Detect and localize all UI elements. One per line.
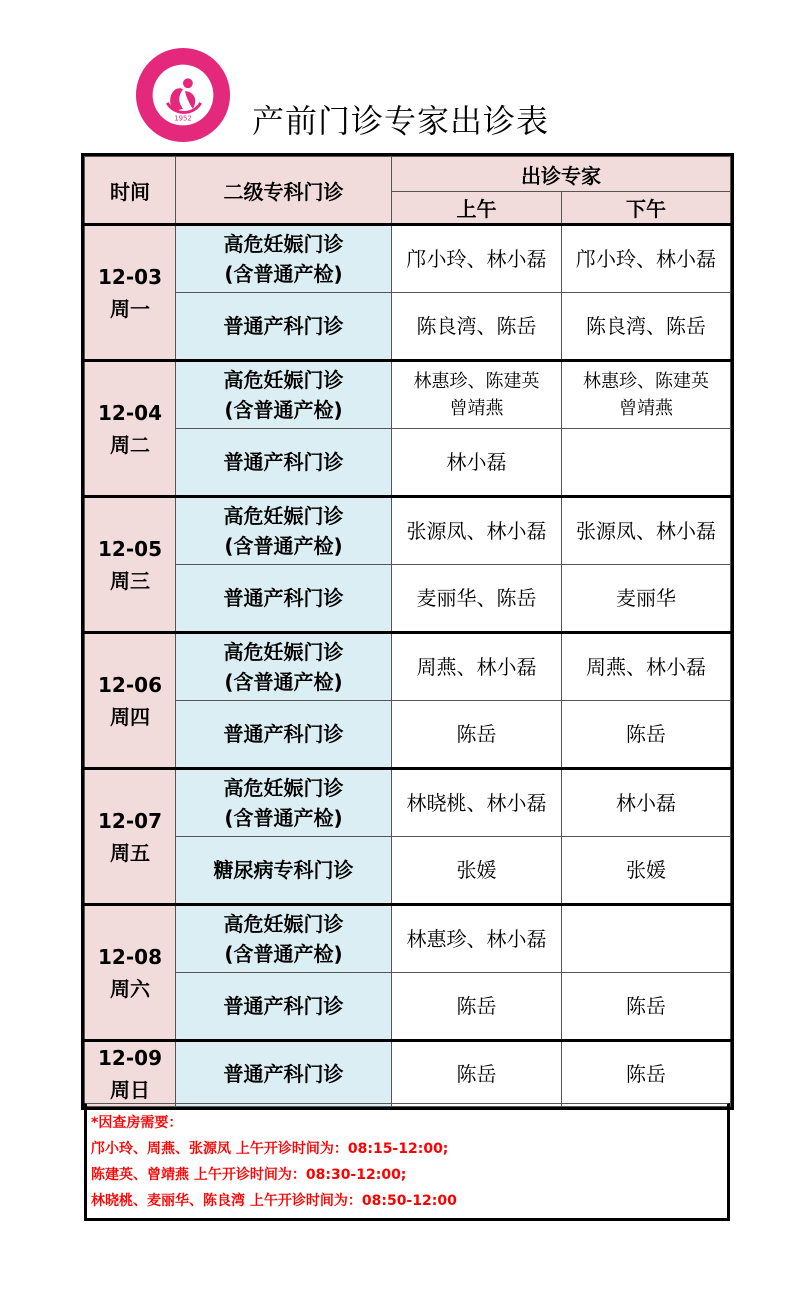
date-text: 12-07: [98, 808, 162, 833]
table-row: [85, 769, 731, 837]
doctor-cell-am: [392, 293, 562, 361]
table-row: [85, 565, 731, 633]
notes-line: 林晓桃、麦丽华、陈良湾 上午开诊时间为：08:50-12:00: [91, 1193, 457, 1209]
doctor-cell-pm: [562, 837, 731, 905]
weekday-text: 周六: [110, 976, 150, 1001]
header-dept: 二级专科门诊: [176, 157, 392, 225]
doctor-names: 张媛: [626, 858, 666, 882]
doctor-names: 陈岳: [456, 1062, 497, 1086]
doctor-names: 林惠珍、林小磊: [406, 927, 547, 951]
date-cell: [85, 769, 176, 905]
date-cell: [85, 1041, 176, 1107]
doctor-names: 林小磊: [616, 791, 676, 815]
header-time: 时间: [85, 157, 176, 225]
dept-cell: [176, 361, 392, 429]
weekday-text: 周二: [110, 432, 150, 457]
doctor-cell-am: [392, 973, 562, 1041]
dept-cell: [176, 225, 392, 293]
doctor-cell-pm: [562, 701, 731, 769]
doctor-cell-pm: [562, 497, 731, 565]
doctor-cell-am: [392, 905, 562, 973]
dept-subtitle: (含普通产检): [224, 670, 343, 694]
dept-cell: [176, 293, 392, 361]
weekday-text: 周三: [110, 568, 150, 593]
notes-box: [84, 1103, 730, 1221]
doctor-names: 麦丽华: [616, 586, 676, 610]
doctor-names: 麦丽华、陈岳: [416, 586, 537, 610]
schedule-table: [84, 156, 731, 1107]
date-cell: [85, 361, 176, 497]
dept-cell: [176, 1041, 392, 1107]
doctor-names: 张源凤、林小磊: [406, 519, 547, 543]
date-text: 12-09: [98, 1046, 162, 1070]
doctor-cell-pm: [562, 293, 731, 361]
date-text: 12-03: [98, 264, 162, 289]
dept-name: 高危妊娠门诊: [223, 504, 344, 528]
dept-cell: [176, 565, 392, 633]
doctor-names: 陈岳: [626, 994, 666, 1018]
doctor-cell-am: [392, 701, 562, 769]
notes-line: *因查房需要：: [91, 1115, 183, 1131]
dept-cell: [176, 429, 392, 497]
table-row: [85, 429, 731, 497]
doctor-names: 陈岳: [456, 994, 497, 1018]
logo-year: 1952: [174, 114, 192, 123]
table-row: [85, 973, 731, 1041]
doctor-names-line2: 曾靖燕: [449, 398, 504, 419]
doctor-cell-am: [392, 633, 562, 701]
date-cell: [85, 225, 176, 361]
table-row: [85, 905, 731, 973]
doctor-names: 邝小玲、林小磊: [576, 247, 716, 271]
dept-name: 普通产科门诊: [223, 1062, 344, 1086]
doctor-names: 陈岳: [456, 722, 497, 746]
doctor-names: 陈良湾、陈岳: [416, 314, 537, 338]
dept-name: 普通产科门诊: [223, 994, 344, 1018]
doctor-names: 陈岳: [626, 722, 666, 746]
table-row: [85, 293, 731, 361]
dept-cell: [176, 633, 392, 701]
dept-cell: [176, 905, 392, 973]
doctor-cell-pm: [562, 429, 731, 497]
doctor-names-line2: 曾靖燕: [619, 398, 673, 419]
date-text: 12-08: [98, 944, 162, 969]
header-pm: 下午: [562, 192, 731, 225]
doctor-names: 陈良湾、陈岳: [586, 314, 706, 338]
table-row: [85, 225, 731, 293]
doctor-names: 陈岳: [626, 1062, 666, 1086]
doctor-cell-am: [392, 837, 562, 905]
dept-subtitle: (含普通产检): [224, 398, 343, 422]
dept-name: 高危妊娠门诊: [223, 912, 344, 936]
notes-line: 陈建英、曾靖燕 上午开诊时间为：08:30-12:00;: [91, 1167, 407, 1183]
doctor-cell-pm: [562, 565, 731, 633]
dept-name: 普通产科门诊: [223, 314, 344, 338]
dept-subtitle: (含普通产检): [224, 942, 343, 966]
doctor-cell-am: [392, 225, 562, 293]
doctor-cell-pm: [562, 1041, 731, 1107]
hospital-logo: [134, 46, 232, 144]
dept-name: 普通产科门诊: [223, 586, 344, 610]
dept-cell: [176, 701, 392, 769]
dept-subtitle: (含普通产检): [224, 262, 343, 286]
dept-cell: [176, 973, 392, 1041]
doctor-cell-pm: [562, 905, 731, 973]
dept-name: 普通产科门诊: [223, 722, 344, 746]
dept-name: 高危妊娠门诊: [223, 776, 344, 800]
doctor-cell-pm: [562, 633, 731, 701]
weekday-text: 周一: [110, 296, 150, 321]
table-row: [85, 837, 731, 905]
table-row: [85, 361, 731, 429]
table-row: [85, 633, 731, 701]
doctor-cell-am: [392, 361, 562, 429]
doctor-cell-am: [392, 429, 562, 497]
date-cell: [85, 633, 176, 769]
doctor-cell-am: [392, 565, 562, 633]
doctor-cell-am: [392, 1041, 562, 1107]
dept-subtitle: (含普通产检): [224, 806, 343, 830]
dept-cell: [176, 837, 392, 905]
table-row: [85, 497, 731, 565]
date-text: 12-05: [98, 536, 162, 561]
date-text: 12-04: [98, 400, 162, 425]
table-row: [85, 1041, 731, 1107]
doctor-names: 林惠珍、陈建英: [413, 371, 540, 392]
doctor-cell-am: [392, 497, 562, 565]
date-text: 12-06: [98, 672, 162, 697]
doctor-names: 邝小玲、林小磊: [406, 247, 547, 271]
dept-cell: [176, 769, 392, 837]
dept-name: 普通产科门诊: [223, 450, 344, 474]
doctor-cell-am: [392, 769, 562, 837]
doctor-names: 林晓桃、林小磊: [406, 791, 547, 815]
date-cell: [85, 905, 176, 1041]
table-row: [85, 701, 731, 769]
doctor-names: 周燕、林小磊: [416, 655, 537, 679]
date-cell: [85, 497, 176, 633]
dept-subtitle: (含普通产检): [224, 534, 343, 558]
doctor-names: 张媛: [456, 858, 497, 882]
doctor-names: 周燕、林小磊: [586, 655, 706, 679]
notes-line: 邝小玲、周燕、张源凤 上午开诊时间为：08:15-12:00;: [91, 1141, 449, 1157]
dept-cell: [176, 497, 392, 565]
doctor-names: 林惠珍、陈建英: [583, 371, 709, 392]
dept-name: 高危妊娠门诊: [223, 368, 344, 392]
weekday-text: 周四: [110, 704, 150, 729]
header-experts: 出诊专家: [392, 157, 731, 192]
dept-name: 高危妊娠门诊: [223, 640, 344, 664]
doctor-names: 林小磊: [446, 450, 507, 474]
dept-name: 高危妊娠门诊: [223, 232, 344, 256]
doctor-names: 张源凤、林小磊: [576, 519, 716, 543]
weekday-text: 周五: [110, 840, 150, 865]
header-am: 上午: [392, 192, 562, 225]
page-header: [0, 0, 800, 156]
doctor-cell-pm: [562, 361, 731, 429]
header-row: [85, 157, 731, 192]
doctor-cell-pm: [562, 973, 731, 1041]
page-title: 产前门诊专家出诊表: [252, 102, 550, 140]
doctor-cell-pm: [562, 769, 731, 837]
weekday-text: 周日: [110, 1078, 150, 1102]
dept-name: 糖尿病专科门诊: [213, 858, 354, 882]
doctor-cell-pm: [562, 225, 731, 293]
